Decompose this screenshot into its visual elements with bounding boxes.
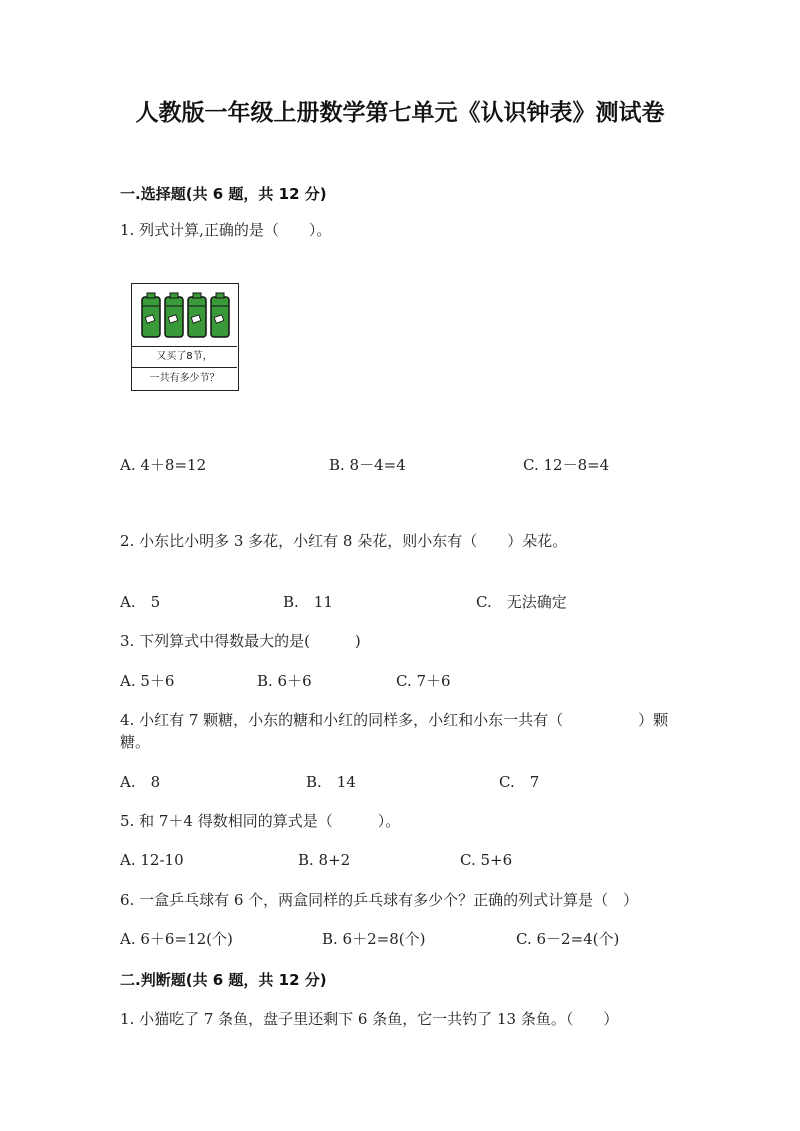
q5-option-a: A. 12-10 (120, 851, 184, 869)
section-heading-judgment: 二.判断题(共 6 题，共 12 分) (120, 971, 327, 989)
q2-option-a: A. 5 (120, 593, 161, 611)
judgment-question-1: 1. 小猫吃了 7 条鱼，盘子里还剩下 6 条鱼，它一共钓了 13 条鱼。（ ） (120, 1010, 619, 1028)
battery-icon (211, 293, 229, 337)
q1-option-a: A. 4＋8=12 (120, 456, 207, 474)
q1-option-c: C. 12－8=4 (523, 456, 610, 474)
question-6: 6. 一盒乒乓球有 6 个，两盒同样的乒乓球有多少个？正确的列式计算是（ ） (120, 891, 639, 909)
question-1: 1. 列式计算,正确的是（ ）。 (120, 221, 332, 239)
q3-option-b: B. 6＋6 (257, 672, 312, 690)
q2-option-b: B. 11 (283, 593, 333, 611)
q3-option-c: C. 7＋6 (396, 672, 451, 690)
q5-option-c: C. 5+6 (460, 851, 513, 869)
question-5: 5. 和 7＋4 得数相同的算式是（ ）。 (120, 812, 401, 830)
q6-option-c: C. 6－2=4(个) (516, 930, 620, 948)
question-3: 3. 下列算式中得数最大的是( ) (120, 632, 361, 650)
q4-option-b: B. 14 (306, 773, 356, 791)
q4-option-c: C. 7 (499, 773, 540, 791)
battery-icon (142, 293, 160, 337)
battery-icon (188, 293, 206, 337)
figure-caption-1: 又买了8节， (132, 346, 237, 367)
question-4: 4. 小红有 7 颗糖，小东的糖和小红的同样多，小红和小东一共有（ ）颗糖。 (120, 711, 669, 751)
q1-option-b: B. 8－4=4 (329, 456, 406, 474)
page-title: 人教版一年级上册数学第七单元《认识钟表》测试卷 (135, 100, 665, 126)
q3-option-a: A. 5＋6 (120, 672, 175, 690)
figure-caption-2: 一共有多少节？ (132, 367, 237, 389)
q4-option-a: A. 8 (120, 773, 161, 791)
q2-option-c: C. 无法确定 (476, 593, 567, 611)
battery-icon (165, 293, 183, 337)
batteries-image (132, 284, 237, 346)
q6-option-a: A. 6＋6=12(个) (120, 930, 233, 948)
q5-option-b: B. 8+2 (298, 851, 351, 869)
section-heading-choice: 一.选择题(共 6 题，共 12 分) (120, 185, 327, 203)
question-2: 2. 小东比小明多 3 多花，小红有 8 朵花，则小东有（ ）朵花。 (120, 532, 568, 550)
question-1-figure (131, 283, 239, 391)
q6-option-b: B. 6＋2=8(个) (322, 930, 426, 948)
